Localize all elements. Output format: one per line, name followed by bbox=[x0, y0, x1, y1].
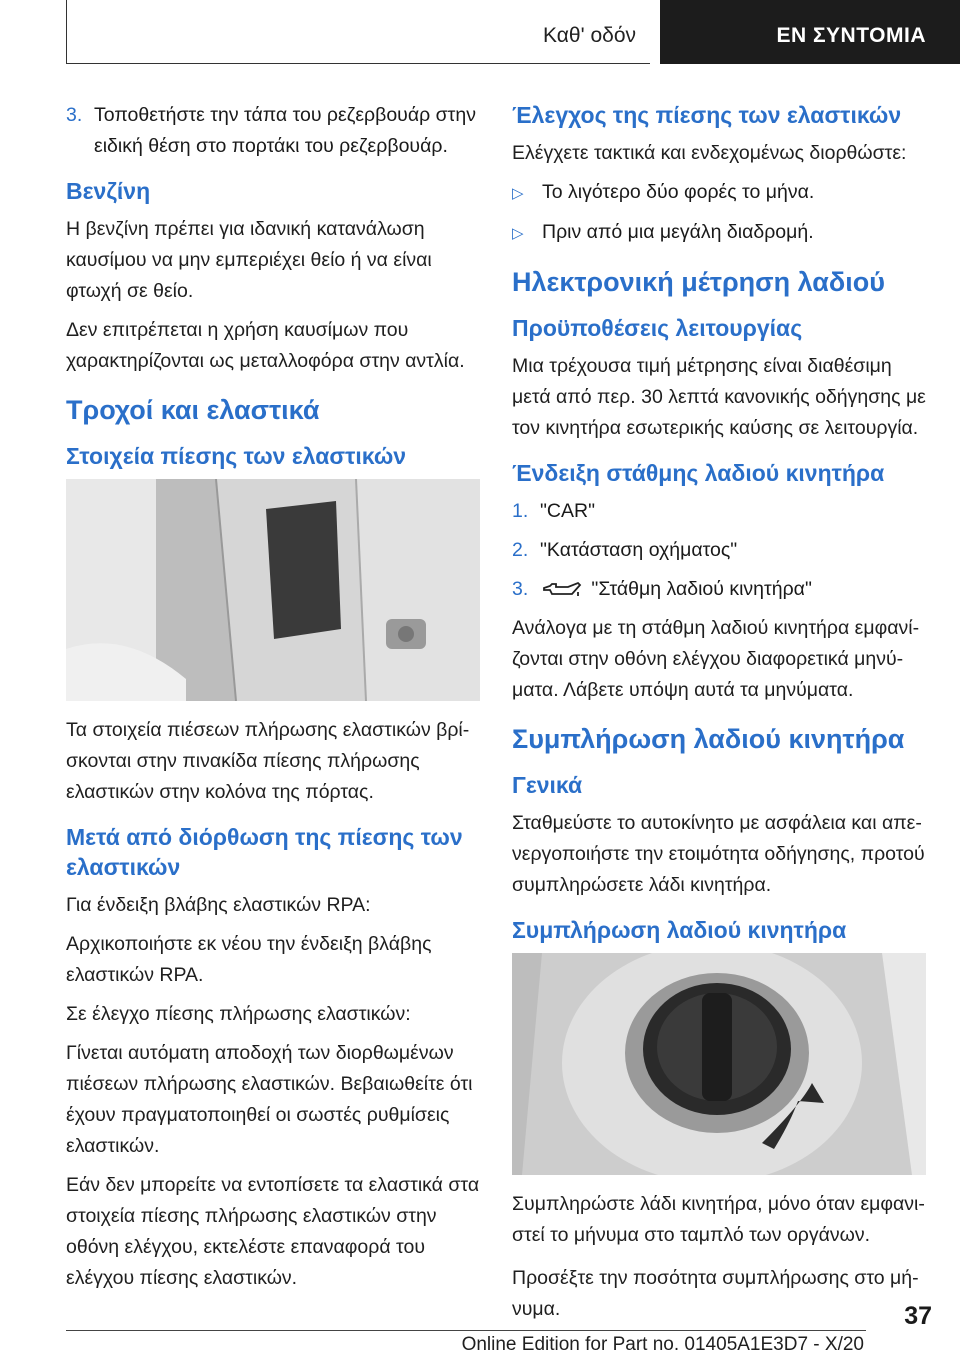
paragraph: Γίνεται αυτόματη αποδοχή των διορθωμένων πιέσεων πλήρωσης ελαστικών. Βεβαιωθείτε ότι έχουν πραγματοποιηθεί οι σωστές ρυθμίσεις ελαστικών. bbox=[66, 1042, 473, 1157]
footer-edition: Online Edition for Part no. 01405A1E3D7 - X/20 bbox=[461, 1334, 864, 1355]
paragraph: Για ένδειξη βλάβης ελαστικών RPA: bbox=[66, 894, 371, 916]
heading-pressure-check: Έλεγχος της πίεσης των ελαστικών bbox=[512, 102, 902, 128]
paragraph: Αρχικοποιήστε εκ νέου την ένδειξη βλάβης ελαστικών RPA. bbox=[66, 933, 432, 986]
paragraph: Σε έλεγχο πίεσης πλήρωσης ελαστικών: bbox=[66, 1003, 411, 1025]
heading-refill: Συμπλήρωση λαδιού κινητήρα bbox=[512, 724, 905, 754]
step-number: 3. bbox=[66, 104, 83, 126]
paragraph: Εάν δεν μπορείτε να εντοπίσετε τα ελαστικά στα στοιχεία πίεσης πλήρωσης ελαστικών στην οθόνη ελέγχου, εκτελέστε επαναφορά του ελέγχου πίεσης ελαστικών. bbox=[66, 1174, 480, 1289]
heading-refill-sub: Συμπλήρωση λαδιού κινητήρα bbox=[512, 917, 847, 943]
step-number: 1. bbox=[512, 500, 529, 522]
paragraph: Δεν επιτρέπεται η χρήση καυσίμων που χαρακτηρίζονται ως μεταλλοφόρα στην αντλία. bbox=[66, 319, 465, 372]
list-item bbox=[512, 496, 932, 527]
heading-oil-display: Ένδειξη στάθμης λαδιού κινητήρα bbox=[512, 460, 885, 486]
heading-after-correction: Μετά από διόρθωση της πίεσης των ελαστικών bbox=[66, 824, 463, 880]
heading-prereq: Προϋποθέσεις λειτουργίας bbox=[512, 315, 803, 341]
step-text: "Στάθμη λαδιού κινητήρα" bbox=[591, 578, 812, 600]
oil-can-icon bbox=[542, 580, 582, 600]
oil-cap-illustration bbox=[512, 953, 926, 1175]
step-text: "Κατάσταση οχήματος" bbox=[540, 539, 738, 561]
heading-fuel: Βενζίνη bbox=[66, 178, 151, 204]
oil-cap-photo bbox=[512, 953, 926, 1175]
list-item bbox=[512, 535, 932, 566]
header-chapter-title: ΕΝ ΣΥΝΤΟΜΙΑ bbox=[776, 24, 926, 47]
list-item bbox=[512, 574, 932, 605]
step-text: "CAR" bbox=[540, 500, 596, 522]
paragraph: Προσέξτε την ποσότητα συμπλήρωσης στο μήνυμα. bbox=[512, 1267, 919, 1320]
paragraph: Ελέγχετε τακτικά και ενδεχομένως διορθώστε: bbox=[512, 142, 907, 164]
paragraph: Μια τρέχουσα τιμή μέτρησης είναι διαθέσιμη μετά από περ. 30 λεπτά κανονικής οδήγησης με τον κινητήρα εσωτερικής καύσης σε λειτουργία. bbox=[512, 355, 926, 439]
door-pillar-illustration bbox=[66, 479, 480, 701]
step-text: Τοποθετήστε την τάπα του ρεζερβουάρ στην ειδική θέση στο πορτάκι του ρεζερβουάρ. bbox=[94, 104, 476, 157]
bullet-triangle-icon: ▷ bbox=[512, 225, 524, 242]
paragraph: Συμπληρώστε λάδι κινητήρα, μόνο όταν εμφανιστεί το μήνυμα στο ταμπλό των οργάνων. bbox=[512, 1193, 925, 1246]
bullet-text: Πριν από μια μεγάλη διαδρομή. bbox=[542, 221, 814, 243]
paragraph: Τα στοιχεία πιέσεων πλήρωσης ελαστικών βρίσκονται στην πινακίδα πίεσης πλήρωσης ελαστικών στην κολόνα της πόρτας. bbox=[66, 719, 470, 803]
step-number: 3. bbox=[512, 578, 529, 600]
paragraph: Σταθμεύστε το αυτοκίνητο με ασφάλεια και απενεργοποιήστε την ετοιμότητα οδήγησης, προτού συμπληρώσετε λάδι κινητήρα. bbox=[512, 812, 925, 896]
heading-tire-data: Στοιχεία πίεσης των ελαστικών bbox=[66, 443, 407, 469]
bullet-triangle-icon: ▷ bbox=[512, 185, 524, 202]
heading-oil-measure: Ηλεκτρονική μέτρηση λαδιού bbox=[512, 267, 885, 297]
header-section-title: Καθ' οδόν bbox=[543, 24, 636, 47]
bullet-text: Το λιγότερο δύο φορές το μήνα. bbox=[542, 181, 815, 203]
step-number: 2. bbox=[512, 539, 529, 561]
paragraph: Η βενζίνη πρέπει για ιδανική κατανάλωση καυσίμου να μην εμπεριέχει θείο ή να είναι φτωχή σε θείο. bbox=[66, 218, 432, 302]
heading-wheels: Τροχοί και ελαστικά bbox=[66, 395, 320, 425]
header-section-box bbox=[66, 0, 650, 64]
heading-general: Γενικά bbox=[512, 772, 583, 798]
right-column bbox=[512, 100, 932, 1333]
paragraph: Ανάλογα με τη στάθμη λαδιού κινητήρα εμφανίζονται στην οθόνη ελέγχου διαφορετικά μηνύματα. Λάβετε υπόψη αυτά τα μηνύματα. bbox=[512, 617, 920, 701]
list-item bbox=[66, 100, 484, 162]
header-chapter-tab bbox=[660, 0, 960, 64]
page-number: 37 bbox=[904, 1302, 932, 1330]
list-item bbox=[512, 177, 932, 209]
footer-rule bbox=[66, 1330, 866, 1331]
left-column bbox=[66, 100, 484, 1302]
door-pillar-photo bbox=[66, 479, 480, 701]
list-item bbox=[512, 217, 932, 249]
